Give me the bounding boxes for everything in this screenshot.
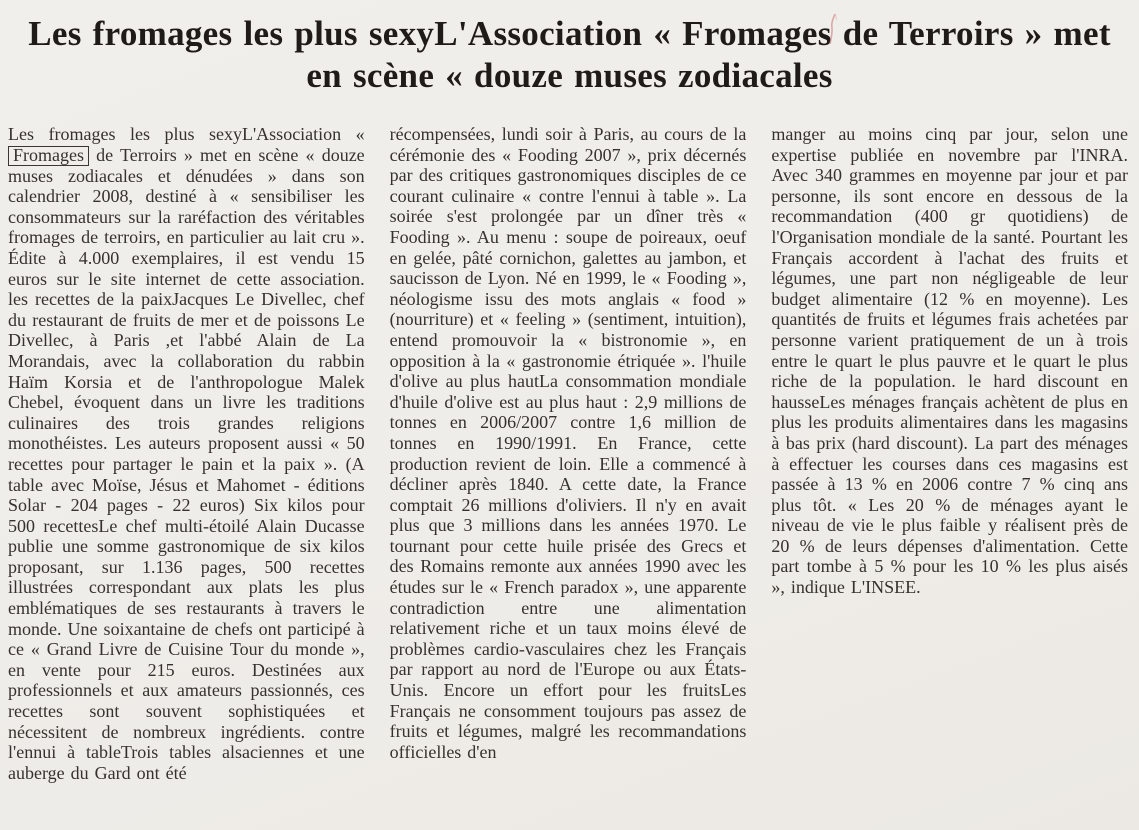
article-body [0, 97, 1139, 783]
article-title [26, 13, 1113, 97]
boxed-word-fromages: Fromages [8, 146, 89, 166]
article-column-3: manger au moins cinq par jour, selon une expertise publiée en novembre par l'INRA. Avec 340 grammes en moyenne par jour et par personne, ils sont encore en dessous de la recommandation (400 gr quotidiens) de l'Organisation mondiale de la santé. Pourtant les Français accordent à l'achat des fruits et légumes, une part non négligeable de leur budget alimentaire (12 % en moyenne). Les quantités de fruits et légumes frais achetées par personne varient pratiquement de un à trois entre le quart le plus pauvre et le quart le plus riche de la population. le hard discount en hausseLes ménages français achètent de plus en plus les produits alimentaires dans les magasins à bas prix (hard discount). La part des ménages à effectuer les courses dans ces magasins est passée à 13 % en 2006 contre 7 % cinq ans plus tôt. « Les 20 % de ménages ayant le niveau de vie le plus faible y réalisent près de 20 % de leurs dépenses d'alimentation. Cette part tombe à 5 % pour les 10 % les plus aisés », indique L'INSEE. [771, 124, 1129, 598]
article-title-line2: en scène « douze muses zodiacales [306, 56, 833, 95]
article-column-2: récompensées, lundi soir à Paris, au cours de la cérémonie des « Fooding 2007 », prix décernés par des critiques gastronomiques disciples de ce courant culinaire « contre l'ennui à table ». La soirée s'est prolongée par un dîner très « Fooding ». Au menu : soupe de poireaux, oeuf en gelée, pâté cornichon, galettes au jambon, et saucisson de Lyon. Né en 1999, le « Fooding », néologisme issu des mots anglais « food » (nourriture) et « feeling » (sentiment, intuition), entend promouvoir la « bistronomie », en opposition à la « gastronomie étriquée ». l'huile d'olive au plus hautLa consommation mondiale d'huile d'olive est au plus haut : 2,9 millions de tonnes en 2006/2007 contre 1,6 million de tonnes en 1990/1991. En France, cette production revient de loin. Elle a commencé à décliner après 1840. A cette date, la France comptait 26 millions d'oliviers. Il n'y en avait plus que 3 millions dans les années 1970. Le tournant pour cette huile prisée des Grecs et des Romains remonte aux années 1990 avec les études sur le « French paradox », une apparente contradiction entre une alimentation relativement riche et un taux moins élevé de problèmes cardio-vasculaires chez les Français par rapport au nord de l'Europe ou aux États-Unis. Encore un effort pour les fruitsLes Français ne consomment toujours pas assez de fruits et légumes, malgré les recommandations officielles d'en [389, 124, 747, 762]
scanned-newspaper-page [0, 13, 1139, 830]
column1-text-after-box: de Terroirs » met en scène « douze muses zodiacales et dénudées » dans son calendrier 2008, destiné à « sensibiliser les consommateurs sur la raréfaction des véritables fromages de terroirs, en particulier au lait cru ». Édite à 4.000 exemplaires, il est vendu 15 euros sur le site internet de cette association. les recettes de la paixJacques Le Divellec, chef du restaurant de fruits de mer et de poissons Le Divellec, à Paris ,et l'abbé Alain de La Morandais, avec la collaboration du rabbin Haïm Korsia et de l'anthropologue Malek Chebel, évoquent dans un livre les traditions culinaires des trois grandes religions monothéistes. Les auteurs proposent aussi « 50 recettes pour partager le pain et la paix ». (A table avec Moïse, Jésus et Mahomet - éditions Solar - 204 pages - 22 euros) Six kilos pour 500 recettesLe chef multi-étoilé Alain Ducasse publie une somme gastronomique de six kilos proposant, sur 1.136 pages, 500 recettes illustrées correspondant aux plats les plus emblématiques de ses restaurants à travers le monde. Une soixantaine de chefs ont participé à ce « Grand Livre de Cuisine Tour du monde », en vente pour 215 euros. Destinées aux professionnels et aux amateurs passionnés, ces recettes sont souvent sophistiquées et nécessitent de nombreux ingrédients. contre l'ennui à tableTrois tables alsaciennes et une auberge du Gard ont été [8, 144, 365, 783]
column1-text-before-box: Les fromages les plus sexyL'Association « [8, 124, 365, 144]
article-title-line1: Les fromages les plus sexyL'Association « Fromages de Terroirs » met [28, 14, 1111, 53]
article-column-1 [8, 124, 365, 783]
